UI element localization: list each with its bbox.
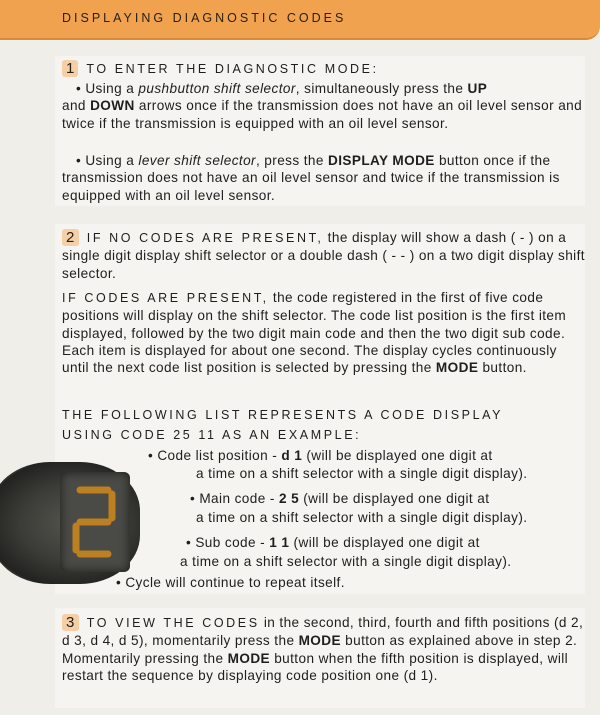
- list-item-code-list-position: • Code list position - d 1 (will be displayed one digit at: [148, 448, 493, 463]
- led-display: [60, 472, 130, 572]
- step-1-bullet-2: • Using a lever shift selector, press the DISPLAY MODE button once if the transmission does not have an oil level sensor and twice if the transmission is equipped with an oil level sensor.: [62, 153, 560, 203]
- list-item-sub-code: • Sub code - 1 1 (will be displayed one digit at: [186, 535, 480, 550]
- list-item-code-list-position-cont: a time on a shift selector with a single digit display).: [196, 466, 528, 481]
- step-3-number: 3: [62, 614, 79, 631]
- list-item-main-code: • Main code - 2 5 (will be displayed one digit at: [190, 491, 490, 506]
- step-1-bullet-1: • Using a pushbutton shift selector, simultaneously press the UP and DOWN arrows once if the transmission does not have an oil level sensor and twice if the transmission is equipped with an oil level sensor.: [62, 81, 583, 131]
- page-title: DISPLAYING DIAGNOSTIC CODES: [62, 11, 347, 25]
- list-item-sub-code-cont: a time on a shift selector with a single digit display).: [180, 554, 512, 569]
- step-3-text: 3 TO VIEW THE CODES in the second, third, fourth and fifth positions (d 2, d 3, d 4, d 5), momentarily press the MODE button as explained above in step 2. Momentarily pressing the MODE button when the fifth position is displayed, will restart the sequence by displaying code position one (d 1).: [62, 614, 584, 683]
- step-1-heading: [62, 60, 379, 78]
- step-2-title: IF NO CODES ARE PRESENT,: [86, 231, 324, 245]
- step-2-number: 2: [62, 229, 79, 246]
- list-item-main-code-cont: a time on a shift selector with a single digit display).: [196, 510, 528, 525]
- step-2-list-intro: THE FOLLOWING LIST REPRESENTS A CODE DISPLAY USING CODE 25 11 AS AN EXAMPLE:: [62, 408, 503, 442]
- list-item-cycle: • Cycle will continue to repeat itself.: [116, 575, 345, 590]
- led-digit-2: [60, 472, 130, 572]
- step-1-title: TO ENTER THE DIAGNOSTIC MODE:: [86, 62, 379, 76]
- step-2-intro: 2 IF NO CODES ARE PRESENT, the display will show a dash ( - ) on a single digit display shift selector or a double dash ( - - ) on a two digit display shift selector.: [62, 229, 585, 281]
- step-3-title: TO VIEW THE CODES: [86, 616, 260, 630]
- step-2-codes-present: IF CODES ARE PRESENT, the code registered in the first of five code positions will display on the shift selector. The code list position is the first item displayed, followed by the two digit main code and then the two digit sub code. Each item is displayed for about one second. The display cycles continuously until the next code list position is selected by pressing the MODE button.: [62, 290, 567, 376]
- step-1-number: 1: [62, 60, 78, 77]
- header-banner: [0, 0, 600, 40]
